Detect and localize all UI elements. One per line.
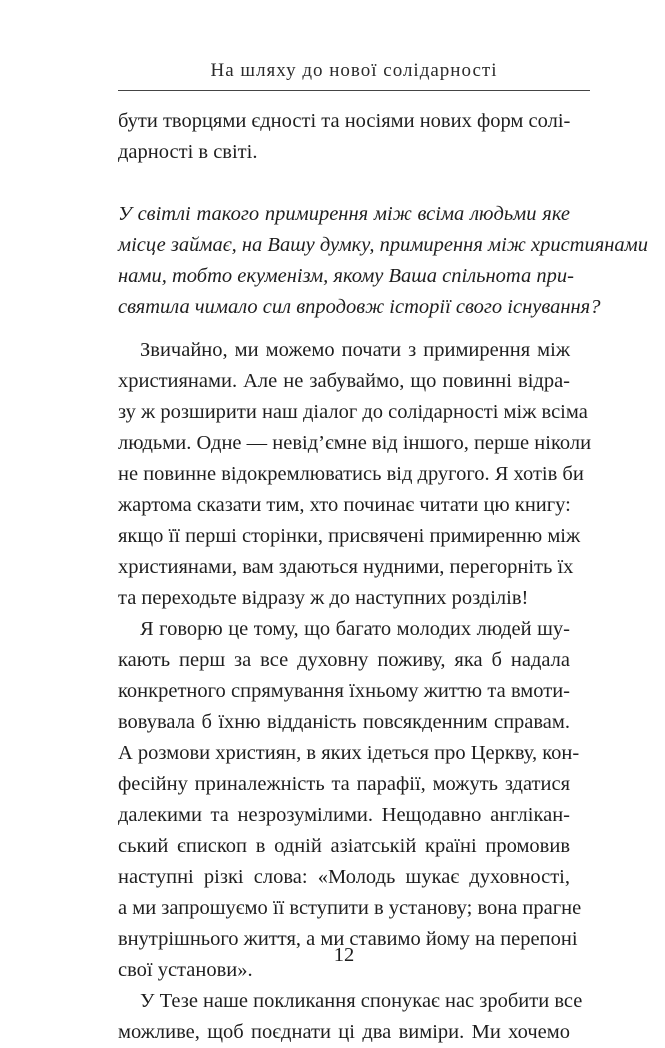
- text-line: внутрішнього життя, а ми ставимо йому на перепоні: [118, 928, 578, 950]
- text-line: а ми запрошуємо її вступити в установу; вона прагне: [118, 897, 582, 919]
- paragraph: [118, 986, 583, 1048]
- body-text: [118, 106, 649, 1048]
- text-line: якщо її перші сторінки, присвячені примиренню між: [118, 525, 581, 547]
- text-line: можливе, щоб поєднати ці два виміри. Ми хочемо: [118, 1021, 570, 1043]
- text-line: кають перш за все духовну поживу, яка б надала: [118, 649, 570, 671]
- text-line: бути творцями єдності та носіями нових форм солі-: [118, 110, 571, 132]
- text-line: У світлі такого примирення між всіма людьми яке: [118, 203, 570, 225]
- text-line: та переходьте відразу ж до наступних розділів!: [118, 587, 529, 609]
- text-line: зу ж розширити наш діалог до солідарності між всіма: [118, 401, 588, 423]
- paragraph: [118, 335, 592, 614]
- text-line: дарності в світі.: [118, 141, 258, 163]
- paragraph: [118, 106, 570, 168]
- text-line: Звичайно, ми можемо почати з примирення між: [140, 339, 570, 361]
- text-line: конкретного спрямування їхньому життю та вмоти-: [118, 680, 570, 702]
- text-line: християнами. Але не забуваймо, що повинні відра-: [118, 370, 570, 392]
- text-line: святила чимало сил впродовж історії свого існування?: [118, 296, 601, 318]
- paragraph: [118, 614, 582, 986]
- text-line: далекими та незрозумілими. Нещодавно англікан-: [118, 804, 570, 826]
- text-line: У Тезе наше покликання спонукає нас зробити все: [140, 990, 583, 1012]
- text-line: нами, тобто екуменізм, якому Ваша спільнота при-: [118, 265, 574, 287]
- paragraph-gap: [118, 168, 570, 199]
- text-line: вовувала б їхню відданість повсякденним справам.: [118, 711, 570, 733]
- text-line: наступні різкі слова: «Молодь шукає духовності,: [118, 866, 570, 888]
- text-line: людьми. Одне — невід’ємне від іншого, перше ніколи: [118, 432, 592, 454]
- question-paragraph: [118, 199, 649, 323]
- text-line: християнами, вам здаються нудними, перегорніть їх: [118, 556, 574, 578]
- text-line: Я говорю це тому, що багато молодих людей шу-: [140, 618, 570, 640]
- header-rule: [118, 90, 590, 91]
- paragraph-gap: [118, 323, 570, 335]
- text-line: ський єпископ в одній азіатській країні промовив: [118, 835, 570, 857]
- running-head: На шляху до нової солідарності: [210, 60, 498, 81]
- text-line: А розмови християн, в яких ідеться про Церкву, кон-: [118, 742, 580, 764]
- text-line: не повинне відокремлюватись від другого. Я хотів би: [118, 463, 584, 485]
- text-line: свої установи».: [118, 959, 253, 981]
- text-line: жартома сказати тим, хто починає читати цю книгу:: [118, 494, 571, 516]
- text-line: фесійну приналежність та парафії, можуть здатися: [118, 773, 570, 795]
- text-line: місце займає, на Вашу думку, примирення між християнами: [118, 234, 649, 256]
- page-number: 12: [333, 944, 355, 966]
